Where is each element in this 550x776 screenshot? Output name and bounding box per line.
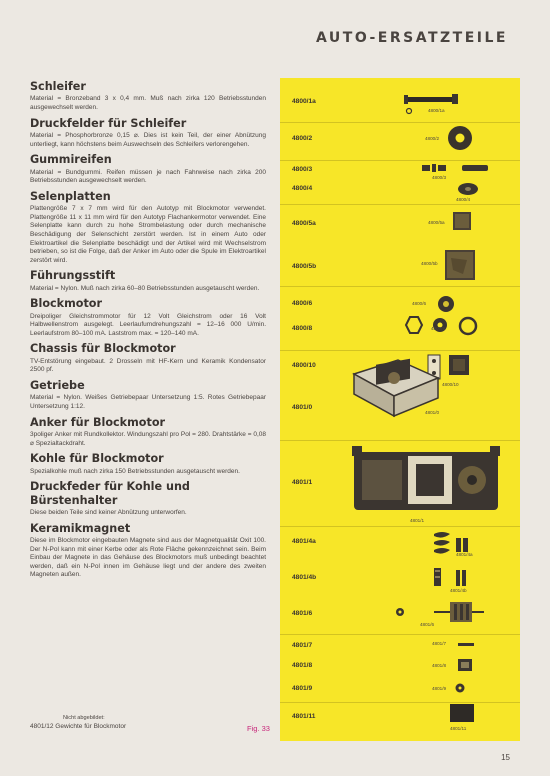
- part-number: 4801/7: [292, 642, 313, 649]
- zahnrad-image: [453, 682, 469, 694]
- divider: [280, 702, 520, 703]
- part-number: 4800/8: [292, 325, 313, 332]
- section-text: Material = Bundgummi. Reifen müssen je nach Fahrweise nach zirka 200 Betriebsstunden ausgewechselt werden.: [30, 168, 266, 185]
- section-heading: Blockmotor: [30, 297, 103, 311]
- part-caption: 4800/6: [412, 301, 427, 306]
- part-number: 4800/3: [292, 166, 313, 173]
- page-number: 15: [501, 753, 510, 762]
- section-heading: Getriebe: [30, 379, 85, 393]
- part-number: 4800/4: [292, 185, 313, 192]
- footnote: [30, 715, 126, 730]
- part-number: 4800/5a: [292, 220, 316, 227]
- divider: [280, 350, 520, 351]
- divider: [280, 160, 520, 161]
- divider: [280, 122, 520, 123]
- section-heading: Keramikmagnet: [30, 521, 131, 535]
- druckfeder-scheibe-image: [446, 124, 474, 152]
- part-number: 4801/4b: [292, 574, 317, 581]
- gummireifen-image: [422, 162, 492, 174]
- page-title: AUTO-ERSATZTEILE: [316, 30, 508, 46]
- section-keramikmagnet: [30, 522, 266, 580]
- section-selenplatten: [30, 190, 266, 265]
- selenplatte-small-image: [452, 211, 472, 231]
- section-heading: Selenplatten: [30, 189, 111, 203]
- section-text: Material = Nylon. Weißes Getriebepaar Untersetzung 1:5. Rotes Getriebepaar Untersetzung 1:12.: [30, 394, 266, 411]
- section-heading: Anker für Blockmotor: [30, 415, 166, 429]
- section-heading: Schleifer: [30, 80, 86, 93]
- section-chassis: [30, 342, 266, 375]
- divider: [280, 440, 520, 441]
- section-heading: Kohle für Blockmotor: [30, 452, 164, 466]
- part-number: 4800/2: [292, 135, 313, 142]
- part-caption: 4801/4b: [450, 588, 467, 593]
- section-fuehrungsstift: [30, 269, 266, 293]
- part-caption: 4801/9: [432, 686, 447, 691]
- section-schleifer: [30, 80, 266, 113]
- part-caption: 4800/1a: [428, 108, 445, 113]
- part-number: 4801/8: [292, 662, 313, 669]
- part-caption: 4800/8: [431, 326, 446, 331]
- part-number: 4801/9: [292, 685, 313, 692]
- part-caption: 4800/10: [442, 382, 459, 387]
- part-number: 4801/1: [292, 479, 313, 486]
- part-caption: 4800/5a: [428, 220, 445, 225]
- fuehrungsstift-image: [434, 294, 458, 314]
- buerstenhalter-image: [456, 657, 476, 673]
- section-text: Plattengröße 7 x 7 mm wird für den Autotyp mit Blockmotor verwendet. Plattengröße 11 x 11 mm wird für den Autotyp Flachankermotor verwendet. Eine Selenplatte kann durch zu hohe Strombelastung oder durch mechanische Beschädigung der Selenschicht zerstört werden. Ist in einem Auto oder Elektroartikel die Selenplatte beschädigt und der Artikel wird mit Wechselstrom betrieben, so ist die Folge, daß der Anker im Auto oder die Spule im Elektroartikel zerstört wird.: [30, 205, 266, 264]
- part-caption: 4801/4a: [456, 552, 473, 557]
- section-druckfeder: [30, 480, 266, 517]
- section-blockmotor: [30, 297, 266, 338]
- part-caption: 4800/2: [425, 136, 440, 141]
- divider: [280, 526, 520, 527]
- section-text: TV-Entstörung eingebaut. 2 Drosseln mit HF-Kern und Keramik Kondensator 2500 pf.: [30, 357, 266, 374]
- section-kohle: [30, 452, 266, 476]
- part-caption: 4801/1: [410, 518, 425, 523]
- parts-panel: [280, 78, 520, 741]
- section-heading: Führungsstift: [30, 269, 116, 283]
- section-text: Material = Phosphorbronze 0,15 ⌀. Dies ist kein Teil, der einer Abnützung unterliegt, kann höchstens beim Auswechseln des Schleifers verlorengehen.: [30, 132, 266, 148]
- section-text: Diese beiden Teile sind keiner Abnützung unterworfen.: [30, 509, 187, 517]
- description-column: [30, 80, 266, 584]
- part-number: 4800/5b: [292, 263, 317, 270]
- selenplatte-large-image: [445, 250, 475, 280]
- part-caption: 4801/6: [420, 622, 435, 627]
- part-caption: 4800/3: [432, 175, 447, 180]
- chassis-image: [352, 446, 500, 514]
- part-number: 4801/4a: [292, 538, 316, 545]
- part-caption: 4801/8: [432, 663, 447, 668]
- divider: [280, 286, 520, 287]
- section-gummireifen: [30, 153, 266, 186]
- footnote-label: Nicht abgebildet:: [63, 715, 105, 721]
- kohle-image: [430, 566, 472, 590]
- part-number: 4800/1a: [292, 98, 316, 105]
- section-text: Material = Nylon. Muß nach zirka 60–80 Betriebsstunden ausgetauscht werden.: [30, 284, 260, 292]
- section-anker: [30, 416, 266, 449]
- part-caption: 4801/0: [425, 410, 440, 415]
- section-heading: Chassis für Blockmotor: [30, 342, 176, 356]
- part-number: 4801/0: [292, 404, 313, 411]
- section-heading: Druckfeder für Kohle und Bürstenhalter: [30, 480, 190, 507]
- feder-image: [458, 641, 476, 649]
- section-text: Dreipoliger Gleichstrommotor für 12 Volt Gleichstrom oder 16 Volt Halbwellenstrom ausgelegt. Leerlaufumdrehungszahl = 12–16 000 U/min. Leerlaufstrom 80–100 mA. Laststrom max. = 120–140 mA.: [30, 312, 266, 337]
- figure-label: Fig. 33: [247, 724, 270, 733]
- section-getriebe: [30, 379, 266, 412]
- footnote-text: 4801/12 Gewichte für Blockmotor: [30, 723, 127, 730]
- part-caption: 4800/5b: [421, 261, 438, 266]
- keramikmagnet-image: [448, 702, 476, 724]
- part-caption: 4800/4: [456, 197, 471, 202]
- section-text: 3poliger Anker mit Rundkollektor. Windungszahl pro Pol = 280. Drahtstärke = 0,08 ⌀ Spezialtackdraht.: [30, 431, 266, 447]
- divider: [280, 634, 520, 635]
- section-heading: Druckfelder für Schleifer: [30, 116, 187, 130]
- druckfeder-assembly-image: [394, 598, 488, 628]
- part-caption: 4801/11: [450, 726, 467, 731]
- part-number: 4800/6: [292, 300, 313, 307]
- reifen-part-image: [456, 182, 480, 196]
- divider: [280, 204, 520, 205]
- section-text: Material = Bronzeband 3 x 0,4 mm. Muß nach zirka 120 Betriebsstunden ausgewechselt werden.: [30, 95, 266, 112]
- section-text: Diese im Blockmotor eingebauten Magnete sind aus der Magnetqualität Oxit 100. Der N-Pol kann mit einer Kerbe oder als Rote Fläche gekennzeichnet sein. Beim Einbau der Magnete in das Gehäuse des Blockmotors muß unbedingt beachtet werden, daß ein N-Pol innen im Gehäuse liegt und der andere des zweiten Magneten außen.: [30, 537, 266, 579]
- section-text: Spezialkohle muß nach zirka 150 Betriebsstunden ausgetauscht werden.: [30, 467, 240, 475]
- part-number: 4801/6: [292, 610, 313, 617]
- part-caption: 4801/7: [432, 641, 447, 646]
- section-druckfelder: [30, 117, 266, 150]
- part-number: 4801/11: [292, 713, 316, 720]
- section-heading: Gummireifen: [30, 153, 112, 167]
- part-number: 4800/10: [292, 362, 316, 369]
